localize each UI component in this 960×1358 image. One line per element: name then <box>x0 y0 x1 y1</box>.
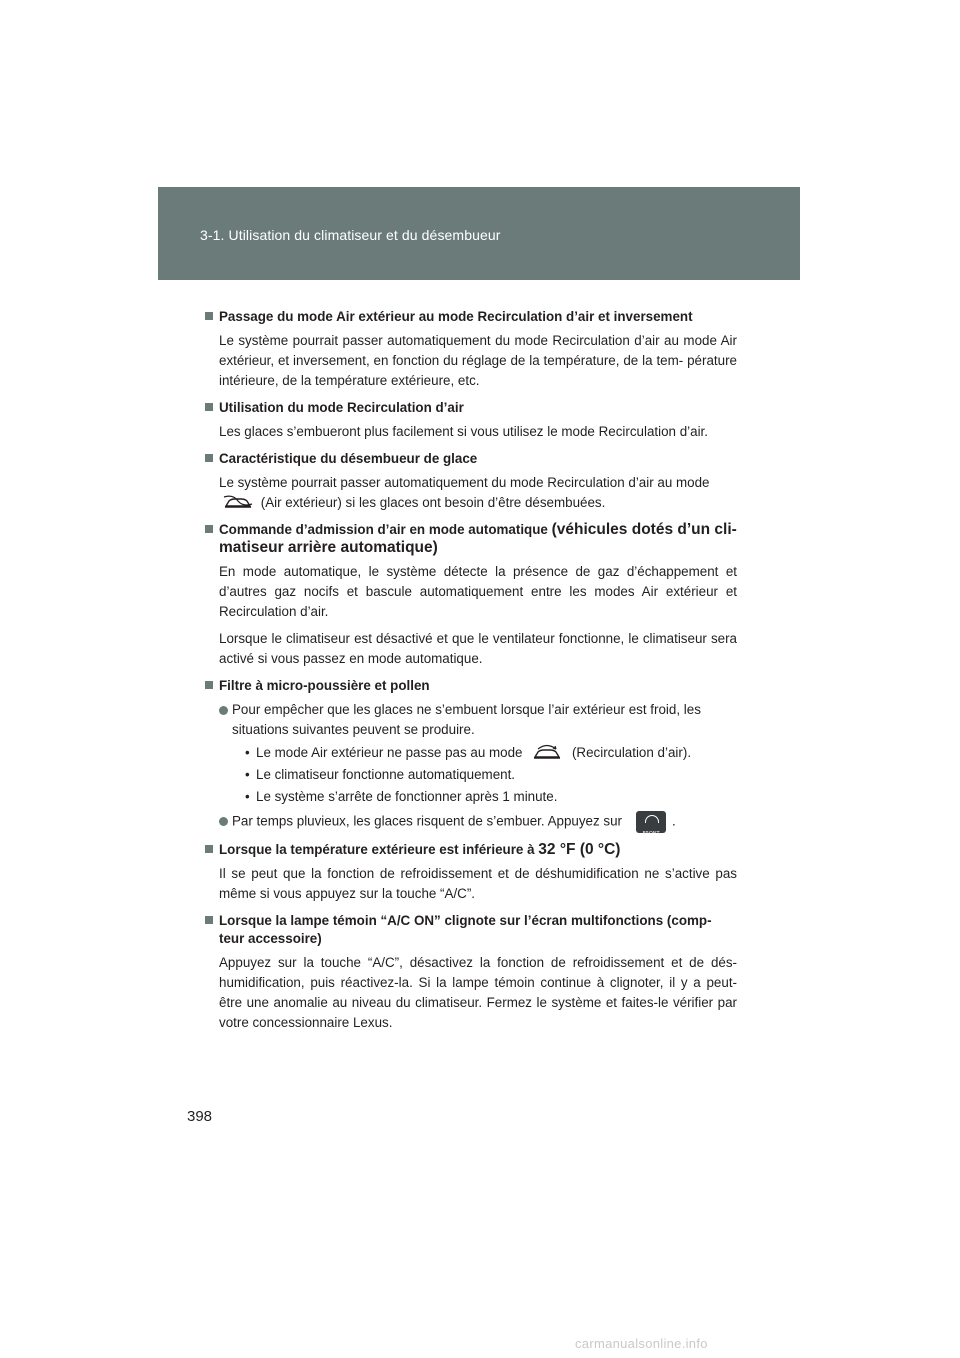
round-bullet-icon <box>219 817 228 826</box>
square-bullet-icon <box>205 312 213 320</box>
section-heading: Lorsque la température extérieure est inférieure à 32 °F (0 °C) <box>205 841 737 859</box>
square-bullet-icon <box>205 681 213 689</box>
section-defogger-feature <box>205 450 737 513</box>
watermark: carmanualsonline.info <box>575 1336 708 1351</box>
section-heading: Passage du mode Air extérieur au mode Recirculation d’air et inversement <box>205 308 737 326</box>
front-defogger-button-icon: FRONT <box>636 811 666 833</box>
page-content <box>205 308 737 1041</box>
section-text: Les glaces s’embueront plus facilement si vous utilisez le mode Recirculation d’air. <box>219 424 708 439</box>
square-bullet-icon <box>205 454 213 462</box>
section-text: En mode automatique, le système détecte la présence de gaz d’échappement et d’autres gaz nocifs et bascule automatiquement entre les modes Air extérieur et Recirculation d’air. <box>219 564 737 619</box>
page-number: 398 <box>187 1108 213 1125</box>
section-heading: Caractéristique du désembueur de glace <box>205 450 737 468</box>
square-bullet-icon <box>205 403 213 411</box>
sub-bullet-item: • Le climatiseur fonctionne automatiquement. <box>245 767 516 783</box>
square-bullet-icon <box>205 845 213 853</box>
section-text: Le système pourrait passer automatiquement du mode Recirculation d’air au mode Air extérieur, et inversement, en fonction du réglage de la température, de la tem- pérature intérieure, de la température extérieure, etc. <box>219 333 737 388</box>
section-pollen-filter <box>205 677 737 838</box>
round-bullet-icon <box>219 706 228 715</box>
section-text: Il se peut que la fonction de refroidissement et de déshumidification ne s’active pas même si vous appuyez sur la touche “A/C”. <box>219 866 737 902</box>
section-heading: Utilisation du mode Recirculation d’air <box>205 399 737 417</box>
section-text: Lorsque le climatiseur est désactivé et que le ventilateur fonctionne, le climatiseur sera activé si vous passez en mode automatique. <box>219 631 737 666</box>
section-heading: Commande d’admission d’air en mode automatique (véhicules dotés d’un cli- matiseur arrière automatique) <box>205 521 737 557</box>
section-heading: Filtre à micro-poussière et pollen <box>205 677 737 695</box>
section-ac-on-lamp <box>205 912 737 1033</box>
section-recirculation-use <box>205 399 737 442</box>
sub-bullet-item: • Le mode Air extérieur ne passe pas au mode (Recirculation d’air). <box>243 743 737 762</box>
section-header-band <box>158 187 800 280</box>
section-heading: Lorsque la lampe témoin “A/C ON” clignote sur l’écran multifonctions (comp- teur accessoire) <box>205 912 737 948</box>
outside-air-mode-icon <box>223 495 253 511</box>
section-air-mode-switch <box>205 308 737 391</box>
square-bullet-icon <box>205 916 213 924</box>
section-text: Le système pourrait passer automatiquement du mode Recirculation d’air au mode (Air extérieur) si les glaces ont besoin d’être désembuées. <box>219 475 710 510</box>
sub-bullet-item: • Le système s’arrête de fonctionner après 1 minute. <box>245 789 558 805</box>
square-bullet-icon <box>205 525 213 533</box>
section-auto-air-intake <box>205 521 737 669</box>
section-title: 3-1. Utilisation du climatiseur et du désembueur <box>200 227 501 243</box>
section-low-temperature <box>205 841 737 904</box>
section-text: Appuyez sur la touche “A/C”, désactivez la fonction de refroidissement et de dés- humidification, puis réactivez-la. Si la lampe témoin continue à clignoter, il y a peut- être une anomalie au niveau du climatiseur. Fermez le système et faites-le vérifier par votre concessionnaire Lexus. <box>219 955 737 1031</box>
bullet-item: Par temps pluvieux, les glaces risquent de s’embuer. Appuyez sur FRONT . <box>219 811 737 833</box>
recirculation-mode-icon <box>530 744 564 762</box>
bullet-item: Pour empêcher que les glaces ne s’embuent lorsque l’air extérieur est froid, les situations suivantes peuvent se produire. <box>219 700 737 740</box>
